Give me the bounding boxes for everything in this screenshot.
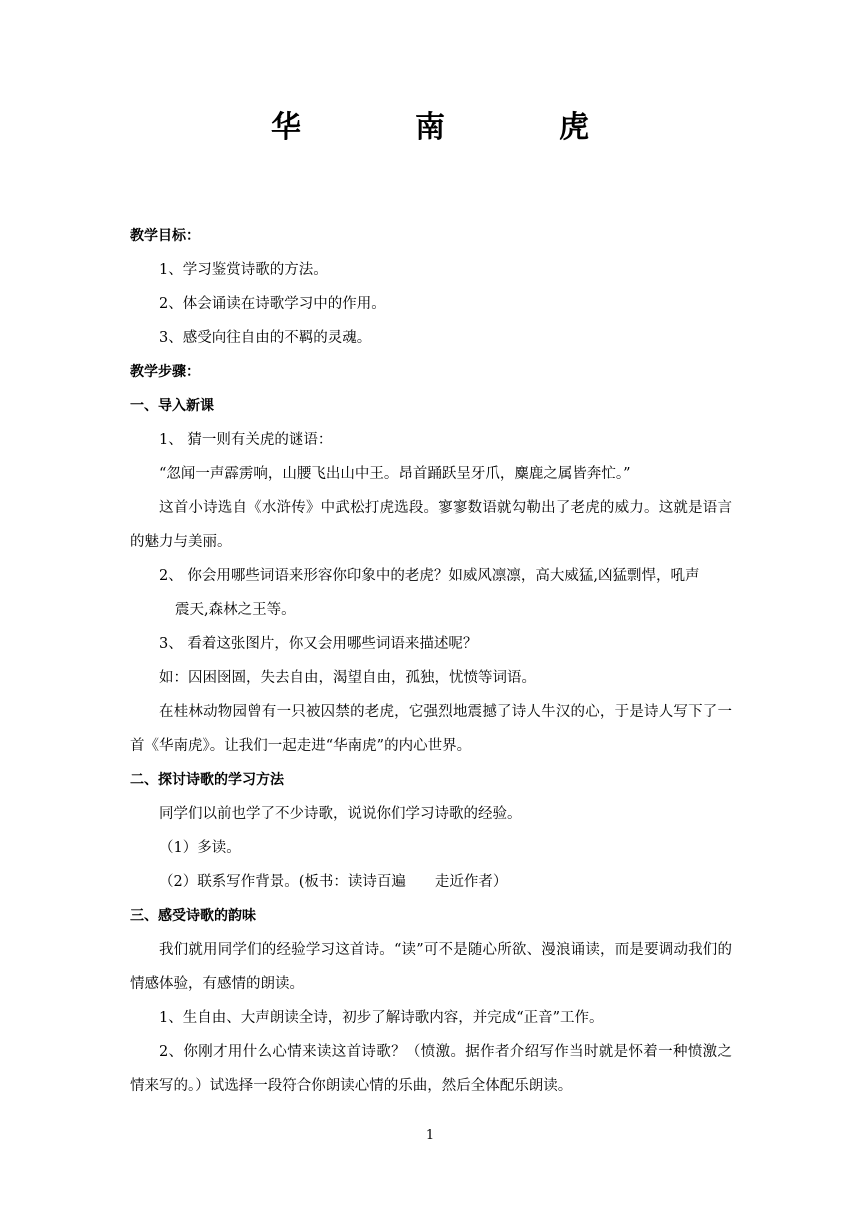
goals-heading: 教学目标：: [130, 228, 200, 244]
page-number: 1: [425, 1128, 435, 1143]
paragraph: 同学们以前也学了不少诗歌，说说你们学习诗歌的经验。: [159, 806, 522, 822]
section-heading: 二、探讨诗歌的学习方法: [130, 772, 284, 788]
list-item: 2、 你会用哪些词语来形容你印象中的老虎？如威风凛凛，高大威猛,凶猛剽悍，吼声: [159, 568, 700, 584]
document-body: [130, 219, 732, 1103]
list-item-continuation: 震天,森林之王等。: [175, 602, 296, 618]
goal-item: 1、学习鉴赏诗歌的方法。: [159, 262, 328, 278]
list-item: 1、生自由、大声朗读全诗，初步了解诗歌内容，并完成“正音”工作。: [159, 1010, 604, 1026]
page-title: 华 南 虎: [271, 110, 631, 145]
list-item: （1）多读。: [159, 840, 241, 856]
paragraph: 我们就用同学们的经验学习这首诗。“读”可不是随心所欲、漫浪诵读，而是要调动我们的情感体验，有感情的朗读。: [130, 942, 732, 992]
list-item: 3、 看着这张图片，你又会用哪些词语来描述呢？: [159, 636, 478, 652]
list-item: 2、你刚才用什么心情来读这首诗歌？（愤激。据作者介绍写作当时就是怀着一种愤激之情来写的。）试选择一段符合你朗读心情的乐曲，然后全体配乐朗读。: [130, 1044, 732, 1094]
goal-item: 2、体会诵读在诗歌学习中的作用。: [159, 296, 386, 312]
paragraph: 这首小诗选自《水浒传》中武松打虎选段。寥寥数语就勾勒出了老虎的威力。这就是语言的魅力与美丽。: [130, 500, 732, 550]
example-text: 如：囚困囹圄，失去自由，渴望自由，孤独，忧愤等词语。: [159, 670, 536, 686]
list-item: 1、 猜一则有关虎的谜语：: [159, 432, 333, 448]
paragraph: 在桂林动物园曾有一只被囚禁的老虎，它强烈地震撼了诗人牛汉的心，于是诗人写下了一首《华南虎》。让我们一起走进“华南虎”的内心世界。: [130, 704, 732, 754]
riddle-text: “忽闻一声霹雳响，山腰飞出山中王。昂首踊跃呈牙爪，麋鹿之属皆奔忙。”: [159, 466, 631, 482]
list-item: （2）联系写作背景。(板书：读诗百遍 走近作者）: [159, 874, 508, 890]
goal-item: 3、感受向往自由的不羁的灵魂。: [159, 330, 372, 346]
section-heading: 一、导入新课: [130, 398, 214, 414]
section-heading: 三、感受诗歌的韵味: [130, 908, 256, 924]
steps-heading: 教学步骤：: [130, 364, 200, 380]
